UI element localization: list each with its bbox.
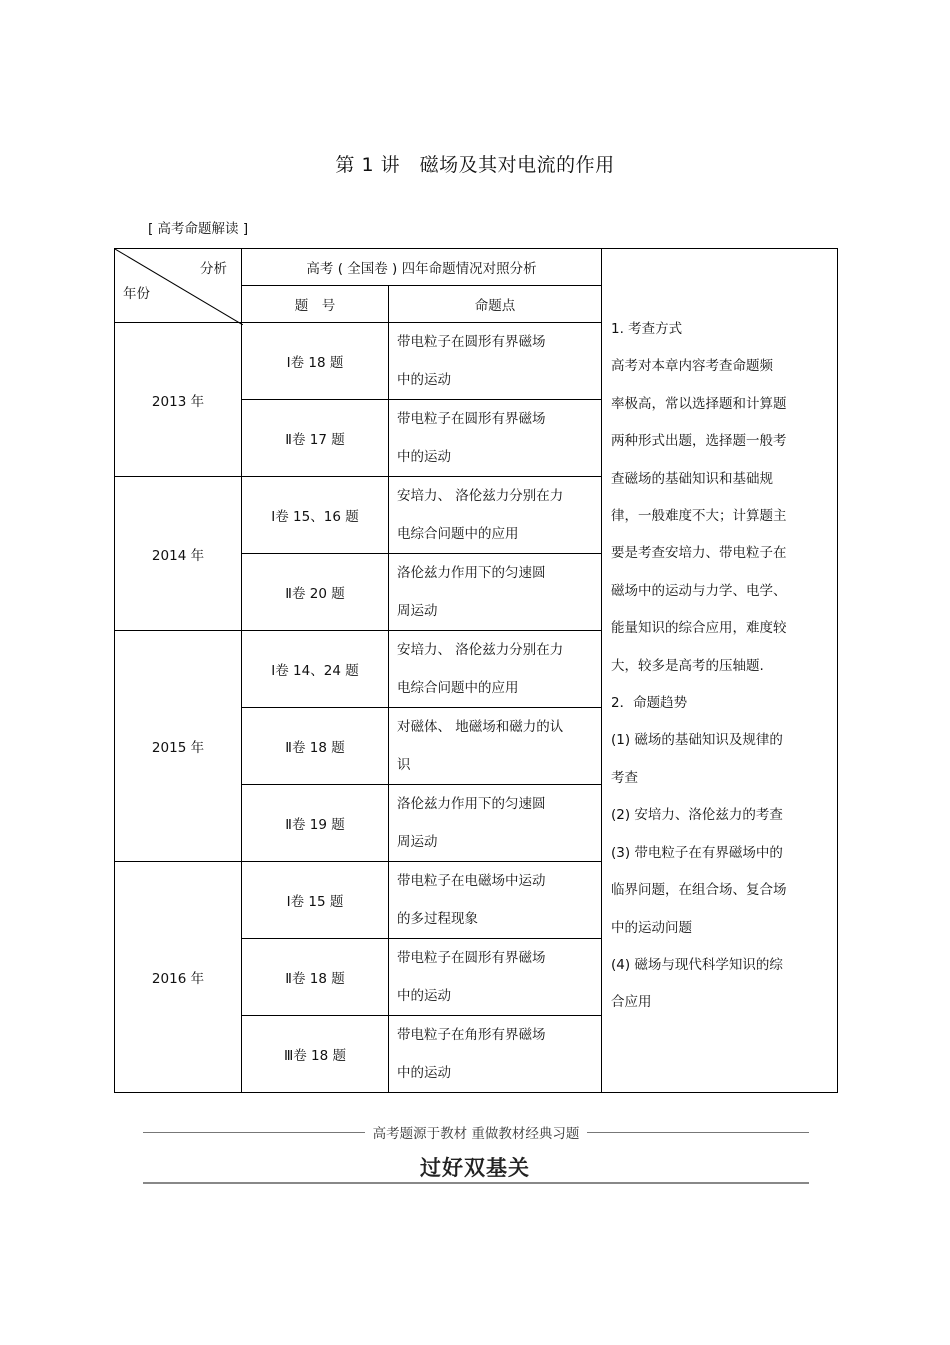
topic-point-cell bbox=[389, 477, 602, 554]
side-note-line: 律，一般难度不大；计算题主 bbox=[611, 508, 787, 525]
side-note-line: 合应用 bbox=[611, 994, 652, 1011]
topic-point-line: 带电粒子在圆形有界磁场 bbox=[397, 950, 546, 966]
question-number-cell: Ⅰ卷 15、16 题 bbox=[242, 477, 389, 554]
topic-point-line: 带电粒子在圆形有界磁场 bbox=[397, 334, 546, 350]
side-note-line: 考查 bbox=[611, 769, 639, 786]
question-number-cell: Ⅱ卷 18 题 bbox=[242, 939, 389, 1016]
analysis-table bbox=[114, 248, 838, 1093]
side-note-line: 率极高，常以选择题和计算题 bbox=[611, 395, 787, 412]
year-cell: 2014 年 bbox=[115, 477, 242, 631]
topic-point-cell bbox=[389, 785, 602, 862]
side-note-line: (4) 磁场与现代科学知识的综 bbox=[611, 956, 783, 973]
topic-point-line: 洛伦兹力作用下的匀速圆 bbox=[397, 565, 546, 581]
side-note-line: 1. 考查方式 bbox=[611, 321, 683, 337]
topic-point-line: 带电粒子在电磁场中运动 bbox=[397, 873, 546, 889]
topic-point-line: 电综合问题中的应用 bbox=[397, 526, 519, 542]
side-note-line: 高考对本章内容考查命题频 bbox=[611, 358, 774, 375]
question-number-cell: Ⅱ卷 19 题 bbox=[242, 785, 389, 862]
topic-point-cell bbox=[389, 708, 602, 785]
topic-point-line: 中的运动 bbox=[397, 988, 451, 1004]
side-notes bbox=[602, 249, 838, 1093]
side-note-line: 临界问题，在组合场、复合场 bbox=[611, 882, 787, 899]
topic-point-line: 中的运动 bbox=[397, 449, 451, 465]
topic-point-line: 电综合问题中的应用 bbox=[397, 680, 519, 696]
side-note-line: (3) 带电粒子在有界磁场中的 bbox=[611, 844, 783, 861]
side-note-line: 能量知识的综合应用，难度较 bbox=[611, 620, 787, 637]
footer-subtitle bbox=[143, 1122, 809, 1142]
topic-point-line: 带电粒子在角形有界磁场 bbox=[397, 1027, 546, 1043]
side-note-line: 大，较多是高考的压轴题. bbox=[611, 657, 764, 674]
year-cell: 2016 年 bbox=[115, 862, 242, 1093]
topic-point-cell bbox=[389, 939, 602, 1016]
side-note-line: 2．命题趋势 bbox=[611, 695, 688, 712]
table-header-main: 高考 ( 全国卷 ) 四年命题情况对照分析 bbox=[242, 249, 602, 286]
topic-point-cell bbox=[389, 400, 602, 477]
topic-point-line: 识 bbox=[397, 757, 411, 773]
topic-point-line: 的多过程现象 bbox=[397, 911, 478, 927]
year-cell: 2015 年 bbox=[115, 631, 242, 862]
diagonal-header-cell bbox=[115, 249, 242, 323]
topic-point-cell bbox=[389, 554, 602, 631]
footer-subtitle-text: 高考题源于教材 重做教材经典习题 bbox=[365, 1126, 588, 1142]
question-number-cell: Ⅰ卷 14、24 题 bbox=[242, 631, 389, 708]
topic-point-cell bbox=[389, 323, 602, 400]
question-number-cell: Ⅰ卷 18 题 bbox=[242, 323, 389, 400]
topic-point-line: 安培力、 洛伦兹力分别在力 bbox=[397, 642, 564, 658]
question-number-cell: Ⅱ卷 18 题 bbox=[242, 708, 389, 785]
question-number-cell: Ⅱ卷 17 题 bbox=[242, 400, 389, 477]
corner-label-analysis: 分析 bbox=[200, 261, 227, 277]
side-note-line: 中的运动问题 bbox=[611, 919, 693, 936]
topic-point-line: 带电粒子在圆形有界磁场 bbox=[397, 411, 546, 427]
topic-point-line: 周运动 bbox=[397, 603, 438, 619]
topic-point-line: 周运动 bbox=[397, 834, 438, 850]
topic-point-line: 洛伦兹力作用下的匀速圆 bbox=[397, 796, 546, 812]
topic-point-cell bbox=[389, 1016, 602, 1093]
topic-point-line: 中的运动 bbox=[397, 1065, 451, 1081]
topic-point-line: 安培力、 洛伦兹力分别在力 bbox=[397, 488, 564, 504]
topic-point-cell bbox=[389, 862, 602, 939]
question-number-cell: Ⅲ卷 18 题 bbox=[242, 1016, 389, 1093]
corner-label-year: 年份 bbox=[123, 286, 150, 302]
side-note-line: 两种形式出题，选择题一般考 bbox=[611, 433, 787, 450]
side-note-line: (1) 磁场的基础知识及规律的 bbox=[611, 732, 783, 749]
topic-point-cell bbox=[389, 631, 602, 708]
column-header-number: 题 号 bbox=[242, 286, 389, 323]
section-label: [ 高考命题解读 ] bbox=[148, 221, 249, 237]
page-title: 第 1 讲 磁场及其对电流的作用 bbox=[335, 154, 615, 176]
topic-point-line: 对磁体、 地磁场和磁力的认 bbox=[397, 719, 564, 735]
question-number-cell: Ⅰ卷 15 题 bbox=[242, 862, 389, 939]
column-header-point: 命题点 bbox=[389, 286, 602, 323]
side-note-line: 查磁场的基础知识和基础规 bbox=[611, 470, 774, 487]
topic-point-line: 中的运动 bbox=[397, 372, 451, 388]
side-note-line: 要是考查安培力、带电粒子在 bbox=[611, 545, 787, 562]
side-note-line: (2) 安培力、洛伦兹力的考查 bbox=[611, 807, 783, 824]
footer-title: 过好双基关 bbox=[420, 1156, 530, 1180]
side-note-line: 磁场中的运动与力学、电学、 bbox=[611, 582, 787, 599]
year-cell: 2013 年 bbox=[115, 323, 242, 477]
question-number-cell: Ⅱ卷 20 题 bbox=[242, 554, 389, 631]
footer-rule bbox=[143, 1182, 809, 1184]
